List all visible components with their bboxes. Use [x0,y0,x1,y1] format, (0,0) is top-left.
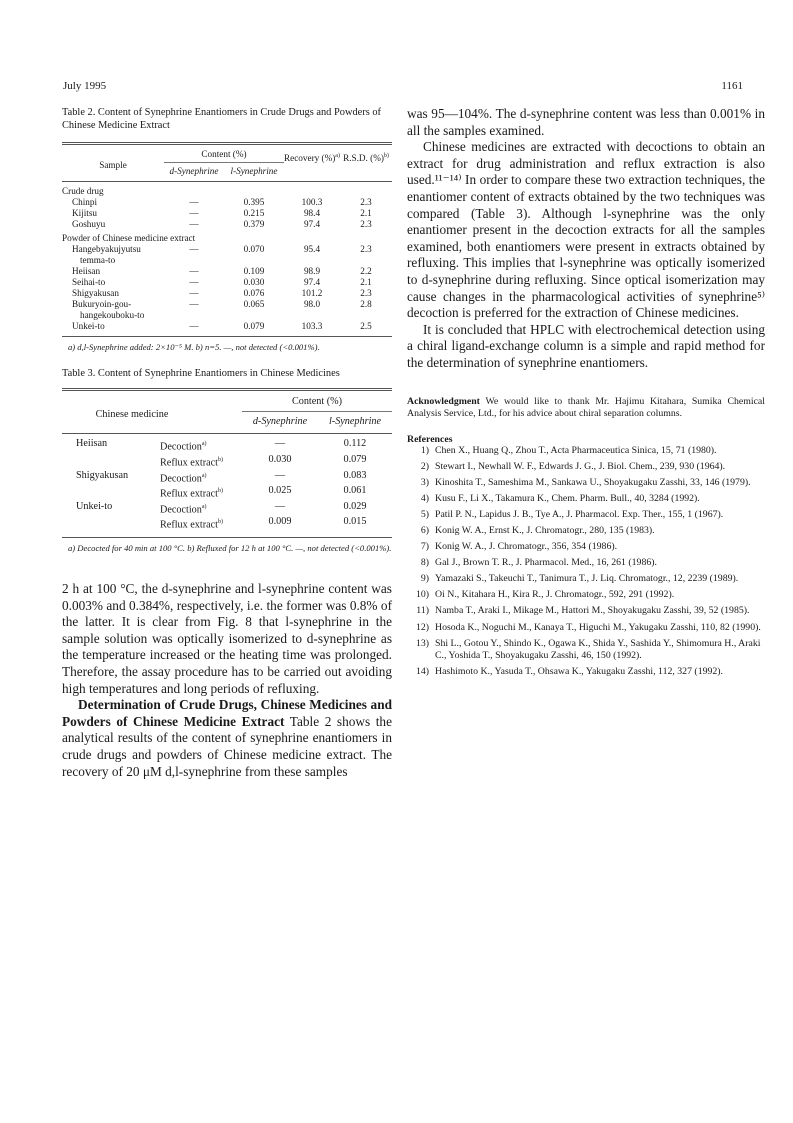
reference-item: 5) Patil P. N., Lapidus J. B., Tye A., J. Pharmacol. Exp. Ther., 155, 1 (1967). [420,508,724,520]
table3-header-medicine: Chinese medicine [95,409,169,421]
table2-header-rsd: R.S.D. (%)$^{b)}$ [343,153,389,164]
left-column [62,106,392,780]
right-body [407,106,765,372]
references-title: References [407,433,453,445]
table-row: Heiisan Decoction$^{a)}$ — 0.112 [76,438,367,453]
table3-footnote: a) Decocted for 40 min at 100 °C. b) Refluxed for 12 h at 100 °C. —, not detected (<0.001%). [68,542,392,553]
table3 [62,391,392,537]
table-row: Hangebyakujyutsu — 0.070 95.4 2.3 [72,244,372,254]
right-paragraph-3: It is concluded that HPLC with electrochemical detection using a chiral ligand-exchange column is a simple and rapid method for the determination of synephrine enantiomers. [407,321,765,370]
table2-header-recovery: Recovery (%)$^{a)}$ [284,153,340,164]
reference-item: 2) Stewart I., Newhall W. F., Edwards J. G., J. Biol. Chem., 239, 930 (1964). [420,460,726,472]
table-row: Heiisan — 0.109 98.9 2.2 [72,266,372,276]
table-row: Seihai-to — 0.030 97.4 2.1 [72,277,372,287]
acknowledgment-title: Acknowledgment [407,395,480,407]
table3-header-d: d-Synephrine [252,416,308,428]
left-paragraph-1: 2 h at 100 °C, the d-synephrine and l-synephrine content was 0.003% and 0.384%, respectively, i.e. the former was 0.8% of the latter. It is clear from Fig. 8 that l-synephrine in the sample solution was optically isomerized to d-synephrine as the temperature increased or the heating time was prolonged. Therefore, the assay procedure has to be carried out avoiding high temperatures and long periods of refluxing. [62,580,392,696]
table2-bottom-rule [62,336,392,337]
page-number: 1161 [721,80,743,92]
reference-item: 4) Kusu F., Li X., Takamura K., Chem. Pharm. Bull., 40, 3284 (1992). [420,492,700,504]
reference-item: 1) Chen X., Huang Q., Zhou T., Acta Pharmaceutica Sinica, 15, 71 (1980). [420,444,717,456]
reference-list [407,445,765,678]
table2-header-sample: Sample [99,159,127,170]
running-header-date: July 1995 [63,80,107,92]
table-row: Goshuyu — 0.379 97.4 2.3 [72,219,372,229]
table-row: Reflux extract$^{b)}$ 0.009 0.015 [160,516,367,531]
table-row: Reflux extract$^{b)}$ 0.025 0.061 [160,485,367,500]
right-column [407,106,765,682]
table2: Sample Content (%) Recovery (%)$^{a)}$ R.S.D. (%)$^{b)}$ d-Synephrine l-Synephrine Crude drug Chinpi — 0.395 100.3 2.3 Kijitsu — 0.215 98.4 2.1 Goshuyu — 0.379 97.4 2.3 Powder of Chinese medicine extract Hangebyakujyutsu — 0.070 95.4 2.3 temma-to Heiisan — 0.109 98.9 2.2 Seihai-to — 0.030 97.4 2.1 Shigyakusan — 0.076 101.2 2.3 Bukuryoin-gou- — 0.065 98.0 2.8 hangekouboku-to Unkei-to — 0.079 103.3 2.5 [62,145,392,336]
table2-footnote: a) d,l-Synephrine added: 2×10⁻⁵ M. b) n=5. —, not detected (<0.001%). [68,342,320,352]
table-row: Reflux extract$^{b)}$ 0.030 0.079 [160,454,367,469]
table-row: Kijitsu — 0.215 98.4 2.1 [72,208,372,218]
reference-item: 12) Hosoda K., Noguchi M., Kanaya T., Higuchi M., Yakugaku Zasshi, 110, 82 (1990). [415,621,761,633]
table2-group-crude-drug: Crude drug [62,186,104,196]
reference-item: 14) Hashimoto K., Yasuda T., Ohsawa K., Yakugaku Zasshi, 112, 327 (1992). [415,665,723,677]
table-row: Shigyakusan — 0.076 101.2 2.3 [72,288,372,298]
right-paragraph-2: Chinese medicines are extracted with decoctions to obtain an extract for drug administration and reflux extraction is also used.¹¹⁻¹⁴⁾ In order to compare these two extraction techniques, the enantiomer content of extracts obtained by the two techniques was compared (Table 3). Although l-synephrine was the only enantiomer present in the decoction extracts for all the samples examined, both enantiomers were present in extracts obtained by refluxing. This implies that l-synephrine was optically isomerized to d-synephrine during refluxing. Since optical isomerization may cause changes in the pharmacological activities of synephrine⁵⁾ decoction is preferred for the extraction of Chinese medicines. [407,139,765,321]
reference-item: 6) Konig W. A., Ernst K., J. Chromatogr., 280, 135 (1983). [420,524,655,536]
table-row: Bukuryoin-gou- — 0.065 98.0 2.8 [72,299,372,309]
table3-caption: Table 3. Content of Synephrine Enantiomers in Chinese Medicines [62,368,340,379]
table2-header-d: d-Synephrine [169,166,219,176]
table2-header-l: l-Synephrine [230,166,278,176]
table2-caption: Table 2. Content of Synephrine Enantiomers in Crude Drugs and Powders of Chinese Medicine Extract [62,107,382,131]
table2-header-content: Content (%) [164,145,284,163]
reference-item: 9) Yamazaki S., Takeuchi T., Tanimura T., J. Liq. Chromatogr., 12, 2239 (1989). [420,573,739,585]
table2-group-powder: Powder of Chinese medicine extract [62,233,196,243]
acknowledgment [407,396,765,420]
table-row: Unkei-to — 0.079 103.3 2.5 [72,321,372,331]
reference-item: 7) Konig W. A., J. Chromatogr., 356, 354 (1986). [420,541,618,553]
reference-item: 13) Shi L., Gotou Y., Shindo K., Ogawa K., Shida Y., Sashida Y., Shimomura H., Araki C., Yoshida T., Shoyakugaku Zasshi, 46, 150 (1992). [415,637,761,661]
right-paragraph-1: was 95—104%. The d-synephrine content was less than 0.001% in all the samples examined. [407,106,765,138]
table3-header-content: Content (%) [242,391,392,412]
table3-bottom-rule [62,537,392,538]
reference-item: 11) Namba T., Araki I., Mikage M., Hattori M., Shoyakugaku Zasshi, 39, 52 (1985). [416,605,750,617]
section-heading: Determination of Crude Drugs, Chinese Medicines and Powders of Chinese Medicine Extract [62,697,392,729]
reference-item: 10) Oi N., Kitahara H., Kira R., J. Chromatogr., 592, 291 (1992). [415,589,675,601]
table3-header-l: l-Synephrine [328,416,382,428]
reference-item: 8) Gal J., Brown T. R., J. Pharmacol. Med., 16, 261 (1986). [420,557,657,569]
left-paragraph-2: Table 2 shows the analytical results of the content of synephrine enantiomers in crude drugs and powders of Chinese medicine extract. The recovery of 20 μM d,l-synephrine from these samples [62,713,392,779]
reference-item: 3) Kinoshita T., Sameshima M., Sankawa U., Shoyakugaku Zasshi, 33, 146 (1979). [420,476,751,488]
table-row: Chinpi — 0.395 100.3 2.3 [72,197,372,207]
left-body [62,581,392,780]
table-row: Shigyakusan Decoction$^{a)}$ — 0.083 [76,469,367,484]
acknowledgment-text: We would like to thank Mr. Hajimu Kitahara, Sumika Chemical Analysis Service, Ltd., for his advice about chiral separation columns. [407,395,766,419]
table-row: Unkei-to Decoction$^{a)}$ — 0.029 [76,500,367,516]
